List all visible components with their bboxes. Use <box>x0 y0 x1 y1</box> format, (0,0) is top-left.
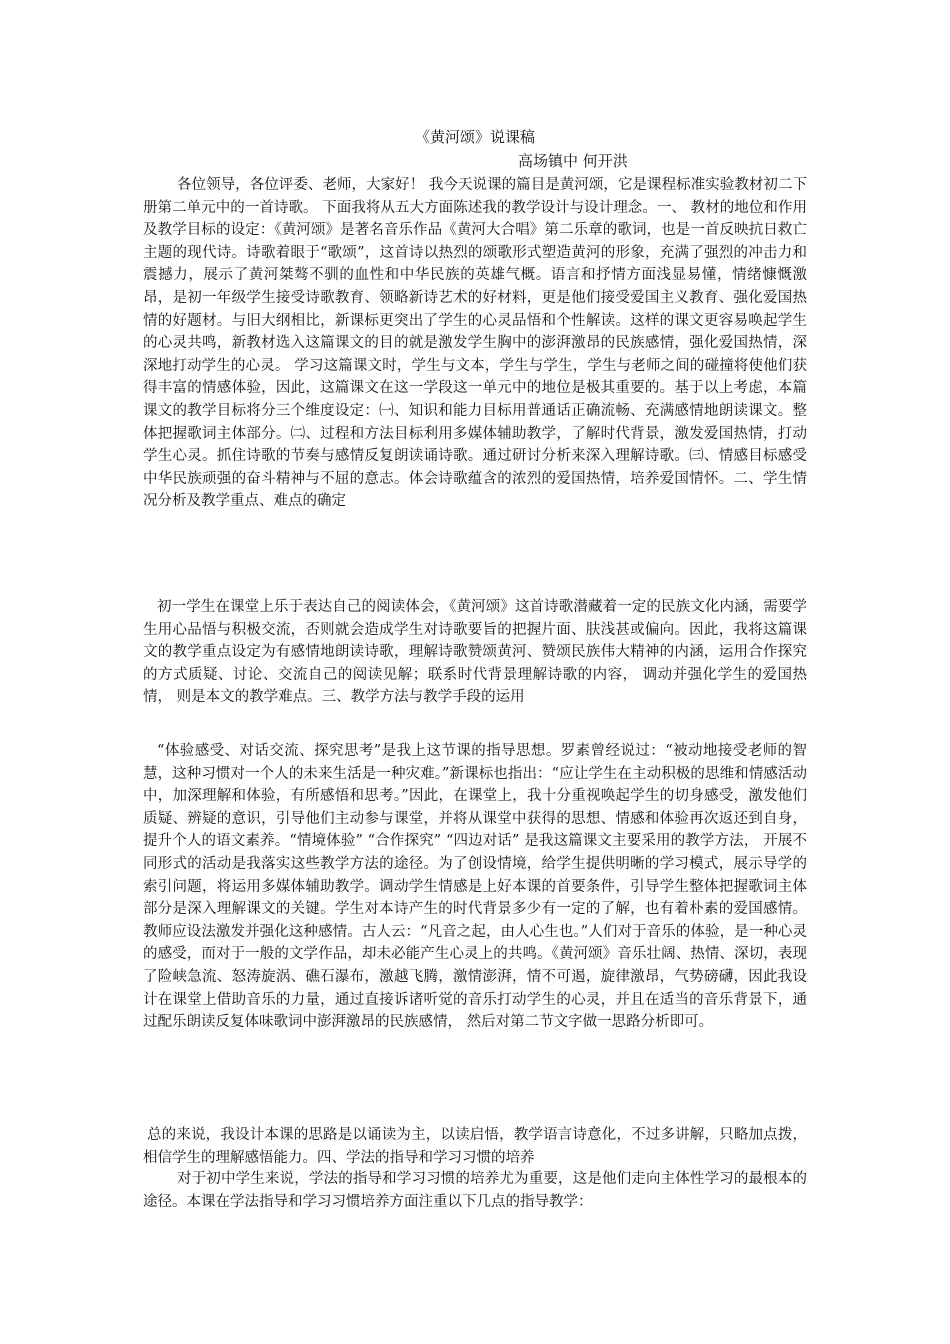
document-author: 高场镇中 何开洪 <box>518 152 628 170</box>
paragraph-teaching-methods: “体验感受、对话交流、探究思考”是我上这节课的指导思想。罗素曾经说过：“被动地接受老师的智慧，这种习惯对一个人的未来生活是一种灾难。”新课标也指出：“应让学生在主动积极的思维和情感活动中，加深理解和体验，有所感悟和思考。”因此，在课堂上，我十分重视唤起学生的切身感受，激发他们质疑、辨疑的意识，引导他们主动参与课堂，并将从课堂中获得的思想、情感和体验再次返还到自身，提升个人的语文素养。“情境体验” “合作探究” “四边对话” 是我这篇课文主要采用的教学方法， 开展不同形式的活动是我落实这些教学方法的途径。为了创设情境，给学生提供明晰的学习模式，展示导学的索引问题，将运用多媒体辅助教学。调动学生情感是上好本课的首要条件，引导学生整体把握歌词主体部分是深入理解课文的关键。学生对本诗产生的时代背景多少有一定的了解，也有着朴素的爱国感情。教师应设法激发并强化这种感情。古人云：“凡音之起，由人心生也。”人们对于音乐的体验，是一种心灵的感受，而对于一般的文学作品，却未必能产生心灵上的共鸣。《黄河颂》音乐壮阔、热情、深切，表现了险峡急流、怒涛旋涡、礁石瀑布，激越飞腾，激情澎湃，情不可遏，旋律激昂，气势磅礴，因此我设计在课堂上借助音乐的力量，通过直接诉诸听觉的音乐打动学生的心灵，并且在适当的音乐背景下，通过配乐朗读反复体味歌词中澎湃激昂的民族感情， 然后对第二节文字做一思路分析即可。 <box>143 743 807 1031</box>
paragraph-summary: 总的来说，我设计本课的思路是以诵读为主，以读启悟，教学语言诗意化，不过多讲解，只略加点拨，相信学生的理解感悟能力。四、学法的指导和学习习惯的培养 <box>143 1127 807 1166</box>
paragraph-study-guidance: 对于初中学生来说，学法的指导和学习习惯的培养尤为重要，这是他们走向主体性学习的最根本的途径。本课在学法指导和学习习惯培养方面注重以下几点的指导教学： <box>143 1171 807 1210</box>
document-title: 《黄河颂》说课稿 <box>414 128 535 146</box>
paragraph-opening: 各位领导，各位评委、老师，大家好！ 我今天说课的篇目是黄河颂，它是课程标准实验教材初二下册第二单元中的一首诗歌。 下面我将从五大方面陈述我的教学设计与设计理念。一、 教材的地位和作用及教学目标的设定：《黄河颂》是著名音乐作品《黄河大合唱》第二乐章的歌词，也是一首反映抗日救亡主题的现代诗。诗歌着眼于“歌颂”，这首诗以热烈的颂歌形式塑造黄河的形象，充满了强烈的冲击力和震撼力，展示了黄河桀骜不驯的血性和中华民族的英雄气概。语言和抒情方面浅显易懂，情绪慷慨激昂，是初一年级学生接受诗歌教育、领略新诗艺术的好材料，更是他们接受爱国主义教育、强化爱国热情的好题材。与旧大纲相比，新课标更突出了学生的心灵品悟和个性解读。这样的课文更容易唤起学生的心灵共鸣，新教材选入这篇课文的目的就是激发学生胸中的澎湃激昂的民族感情，强化爱国热情，深深地打动学生的心灵。 学习这篇课文时，学生与文本，学生与学生，学生与老师之间的碰撞将使他们获得丰富的情感体验，因此，这篇课文在这一学段这一单元中的地位是极其重要的。基于以上考虑，本篇课文的教学目标将分三个维度设定：㈠、知识和能力目标用普通话正确流畅、充满感情地朗读课文。整体把握歌词主体部分。㈡、过程和方法目标利用多媒体辅助教学，了解时代背景，激发爱国热情，打动学生心灵。抓住诗歌的节奏与感情反复朗读诵诗歌。通过研讨分析来深入理解诗歌。㈢、情感目标感受中华民族顽强的奋斗精神与不屈的意志。体会诗歌蕴含的浓烈的爱国热情，培养爱国情怀。二、学生情况分析及教学重点、难点的确定 <box>143 177 807 510</box>
paragraph-student-analysis: 初一学生在课堂上乐于表达自己的阅读体会，《黄河颂》这首诗歌潜藏着一定的民族文化内涵，需要学生用心品悟与积极交流，否则就会造成学生对诗歌要旨的把握片面、肤浅甚或偏向。因此，我将这篇课文的教学重点设定为有感情地朗读诗歌，理解诗歌赞颂黄河、赞颂民族伟大精神的内涵，运用合作探究的方式质疑、讨论、交流自己的阅读见解；联系时代背景理解诗歌的内容， 调动并强化学生的爱国热情， 则是本文的教学难点。三、教学方法与教学手段的运用 <box>143 599 807 706</box>
